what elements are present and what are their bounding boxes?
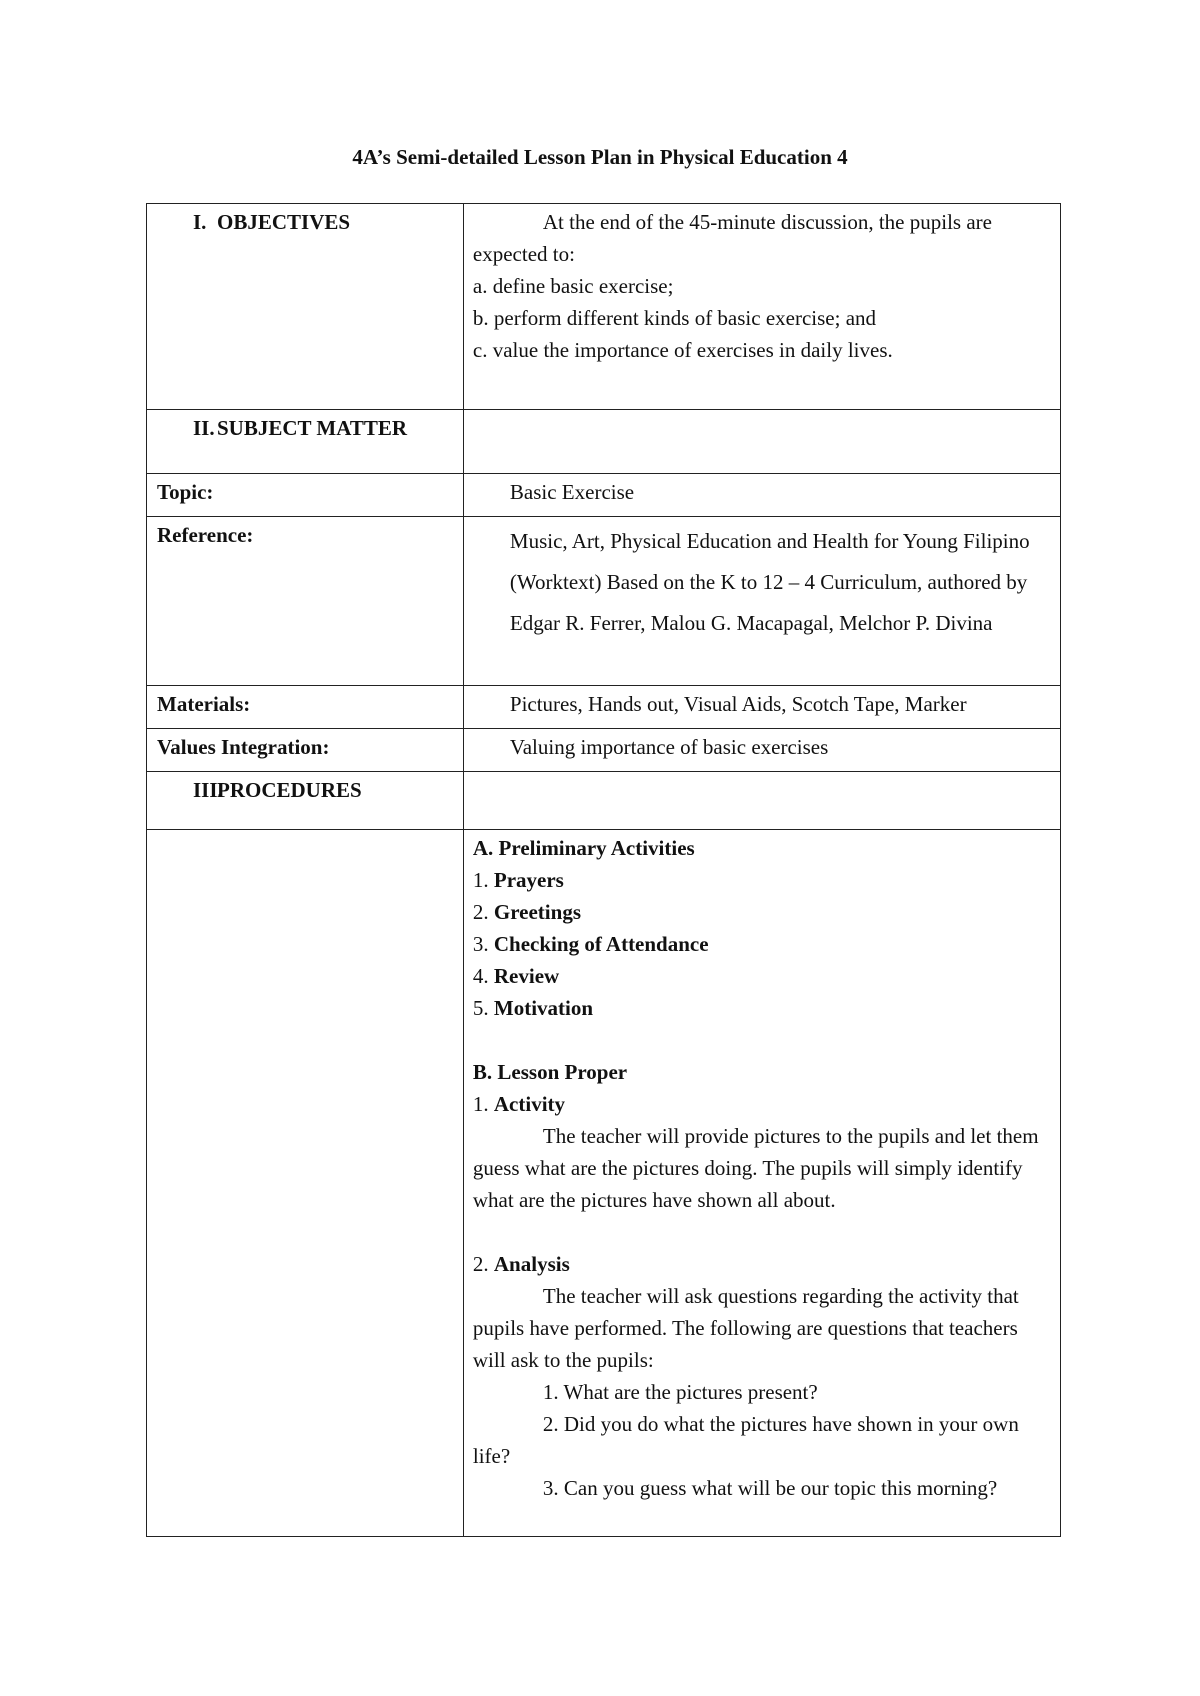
reference-label-cell: [147, 517, 464, 686]
procedures-row: [147, 772, 1061, 830]
section-name: PROCEDURES: [217, 778, 362, 802]
objectives-label-cell: [147, 204, 464, 410]
item-text: Activity: [493, 1092, 566, 1116]
item-text: Checking of Attendance: [493, 932, 709, 956]
analysis-question: 2. Did you do what the pictures have shown in your own life?: [472, 1412, 1019, 1468]
materials-value-cell: [463, 686, 1060, 729]
analysis-heading: [473, 1248, 1052, 1280]
list-item: [473, 864, 1052, 896]
subject-matter-row: [147, 410, 1061, 474]
procedures-detail-label-cell: [147, 830, 464, 1537]
item-number: 3.: [472, 932, 494, 956]
objective-item: a. define basic exercise;: [472, 274, 674, 298]
procedures-content-cell: [463, 772, 1060, 830]
topic-label-cell: [147, 474, 464, 517]
activity-heading: [473, 1088, 1052, 1120]
page-title: 4A’s Semi-detailed Lesson Plan in Physical Education 4: [352, 145, 848, 169]
materials-label-cell: [147, 686, 464, 729]
section-number: I.: [193, 210, 207, 234]
objectives-text: [464, 204, 1060, 366]
spacer: [473, 1216, 1052, 1248]
list-item: [473, 992, 1052, 1024]
values-integration-label: Values Integration:: [157, 735, 330, 759]
topic-row: [147, 474, 1061, 517]
reference-label: Reference:: [157, 523, 254, 547]
section-name: SUBJECT MATTER: [217, 416, 408, 440]
values-integration-label-cell: [147, 729, 464, 772]
objective-item: b. perform different kinds of basic exercise; and: [472, 306, 877, 330]
section-heading: [147, 204, 463, 238]
activity-text: The teacher will provide pictures to the pupils and let them guess what are the pictures doing. The pupils will simply identify what are the pictures have shown all about.: [472, 1124, 1039, 1212]
procedures-detail-row: [147, 830, 1061, 1537]
values-integration-value-cell: [463, 729, 1060, 772]
topic-value-cell: [463, 474, 1060, 517]
topic-value: Basic Exercise: [509, 480, 635, 504]
item-number: 2.: [472, 900, 494, 924]
list-item: [473, 960, 1052, 992]
item-number: 5.: [472, 996, 494, 1020]
objectives-content-cell: [463, 204, 1060, 410]
item-text: Motivation: [493, 996, 594, 1020]
item-text: Prayers: [493, 868, 564, 892]
spacer: [473, 1024, 1052, 1056]
subject-matter-label-cell: [147, 410, 464, 474]
lesson-proper-heading: B. Lesson Proper: [472, 1060, 628, 1084]
reference-row: [147, 517, 1061, 686]
procedures-detail-content-cell: [463, 830, 1060, 1537]
reference-value: Music, Art, Physical Education and Health for Young Filipino (Worktext) Based on the K to 12 – 4 Curriculum, authored by Edgar R. Ferrer, Malou G. Macapagal, Melchor P. Divina: [509, 529, 1030, 635]
list-item: [473, 928, 1052, 960]
lesson-plan-table: [146, 203, 1061, 1537]
materials-value: Pictures, Hands out, Visual Aids, Scotch Tape, Marker: [509, 692, 967, 716]
analysis-question: 3. Can you guess what will be our topic this morning?: [542, 1476, 998, 1500]
item-text: Analysis: [493, 1252, 570, 1276]
materials-label: Materials:: [157, 692, 251, 716]
materials-row: [147, 686, 1061, 729]
section-heading: [147, 772, 463, 806]
item-number: 4.: [472, 964, 494, 988]
section-name: OBJECTIVES: [217, 210, 351, 234]
item-number: 1.: [472, 1092, 494, 1116]
list-item: [473, 896, 1052, 928]
item-number: 1.: [472, 868, 494, 892]
values-integration-value: Valuing importance of basic exercises: [509, 735, 829, 759]
values-integration-row: [147, 729, 1061, 772]
item-number: 2.: [472, 1252, 494, 1276]
analysis-question: 1. What are the pictures present?: [542, 1380, 818, 1404]
procedures-text: [464, 830, 1060, 1504]
section-heading: [147, 410, 463, 444]
topic-label: Topic:: [157, 480, 214, 504]
section-number: II.: [193, 416, 215, 440]
item-text: Greetings: [493, 900, 581, 924]
section-number: III.: [193, 778, 223, 802]
reference-value-cell: [463, 517, 1060, 686]
objectives-row: [147, 204, 1061, 410]
objectives-intro: At the end of the 45-minute discussion, the pupils are expected to:: [472, 210, 992, 266]
preliminary-heading: A. Preliminary Activities: [472, 836, 695, 860]
item-text: Review: [493, 964, 560, 988]
subject-matter-content-cell: [463, 410, 1060, 474]
analysis-text: The teacher will ask questions regarding the activity that pupils have performed. The following are questions that teachers will ask to the pupils:: [472, 1284, 1019, 1372]
objective-item: c. value the importance of exercises in daily lives.: [472, 338, 893, 362]
procedures-label-cell: [147, 772, 464, 830]
